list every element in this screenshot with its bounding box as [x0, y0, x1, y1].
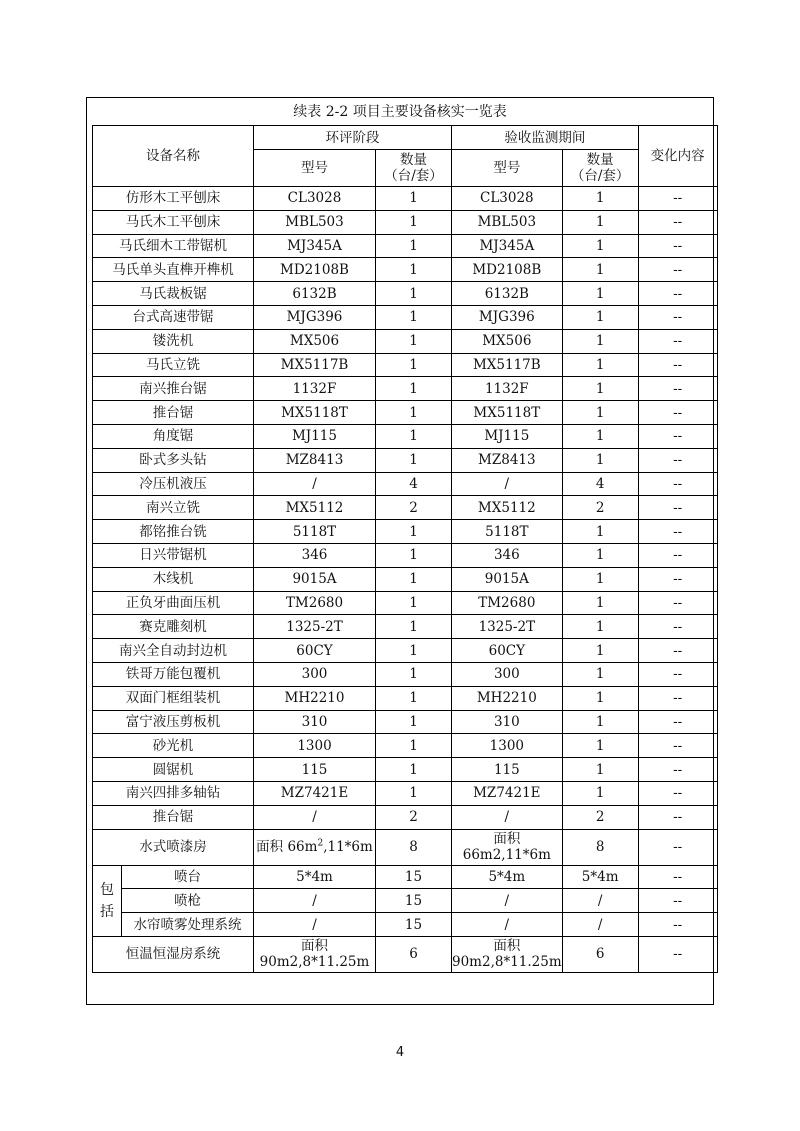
model-acceptance: [452, 936, 563, 972]
table-row: [93, 401, 718, 425]
table-row: [93, 805, 718, 829]
device-name: 南兴立铣: [93, 496, 254, 520]
qty-acceptance: 1: [562, 734, 638, 758]
qty-acceptance: 1: [562, 543, 638, 567]
table-caption: 续表 2-2 项目主要设备核实一览表: [293, 104, 507, 120]
change-cell: --: [638, 781, 717, 805]
qty-eia: 1: [376, 210, 452, 234]
model-acceptance: CL3028: [452, 187, 563, 211]
model-acceptance: MJ345A: [452, 234, 563, 258]
qty-acceptance: 1: [562, 710, 638, 734]
device-name: 喷台: [122, 865, 254, 889]
model-acceptance: MJ115: [452, 424, 563, 448]
change-cell: --: [638, 401, 717, 425]
model-acceptance: 9015A: [452, 567, 563, 591]
change-cell: --: [638, 758, 717, 782]
table-row: [93, 591, 718, 615]
header-qty-eia: [376, 150, 452, 187]
qty-acceptance: 8: [562, 829, 638, 865]
model-eia: MJG396: [254, 305, 376, 329]
change-cell: --: [638, 329, 717, 353]
change-cell: --: [638, 377, 717, 401]
device-name: 水式喷漆房: [93, 829, 254, 865]
model-acceptance: TM2680: [452, 591, 563, 615]
qty-eia: 4: [376, 472, 452, 496]
model-eia: /: [254, 889, 376, 913]
device-name: 喷枪: [122, 889, 254, 913]
change-cell: --: [638, 686, 717, 710]
change-cell: --: [638, 258, 717, 282]
model-eia: MZ8413: [254, 448, 376, 472]
qty-acceptance: 1: [562, 234, 638, 258]
change-cell: --: [638, 448, 717, 472]
qty-acceptance: 1: [562, 639, 638, 663]
qty-eia: 1: [376, 543, 452, 567]
model-eia: [254, 829, 376, 865]
table-row-sub-1: [93, 889, 718, 913]
device-name: 南兴四排多轴钻: [93, 781, 254, 805]
device-name: 马氏单头直榫开榫机: [93, 258, 254, 282]
model-eia: 5*4m: [254, 865, 376, 889]
qty-eia: 1: [376, 329, 452, 353]
device-name: 砂光机: [93, 734, 254, 758]
table-row: [93, 448, 718, 472]
qty-eia: 1: [376, 567, 452, 591]
qty-eia: 15: [376, 865, 452, 889]
model-eia: MX5118T: [254, 401, 376, 425]
change-cell: --: [638, 734, 717, 758]
area-value: 66m2,11*6m: [462, 847, 551, 864]
table-row-sub-0: [93, 865, 718, 889]
qty-acceptance: 1: [562, 377, 638, 401]
device-name: 镂洗机: [93, 329, 254, 353]
table-row-spray-room: [93, 829, 718, 865]
qty-eia: 1: [376, 305, 452, 329]
qty-eia: 1: [376, 734, 452, 758]
model-eia: 346: [254, 543, 376, 567]
qty-acceptance: 1: [562, 424, 638, 448]
header-qty-line1: 数量: [586, 152, 614, 168]
qty-eia: 1: [376, 424, 452, 448]
header-device-name: 设备名称: [93, 126, 254, 187]
change-cell: --: [638, 187, 717, 211]
model-eia: 60CY: [254, 639, 376, 663]
model-eia: MD2108B: [254, 258, 376, 282]
qty-eia: 1: [376, 591, 452, 615]
qty-eia: 1: [376, 448, 452, 472]
model-eia: [254, 936, 376, 972]
table-row: [93, 282, 718, 306]
model-acceptance: MX5117B: [452, 353, 563, 377]
table-row: [93, 520, 718, 544]
device-name: 冷压机液压: [93, 472, 254, 496]
qty-eia: 1: [376, 686, 452, 710]
model-eia: 115: [254, 758, 376, 782]
qty-acceptance: 1: [562, 781, 638, 805]
page-number: 4: [395, 1045, 405, 1060]
table-row: [93, 424, 718, 448]
qty-eia: 6: [376, 936, 452, 972]
qty-acceptance: 1: [562, 520, 638, 544]
table-row: [93, 662, 718, 686]
qty-acceptance: 1: [562, 448, 638, 472]
device-name: 推台锯: [93, 401, 254, 425]
device-name: 恒温恒湿房系统: [93, 936, 254, 972]
qty-acceptance: 1: [562, 686, 638, 710]
qty-acceptance: 1: [562, 591, 638, 615]
device-name: 木线机: [93, 567, 254, 591]
model-acceptance: 346: [452, 543, 563, 567]
qty-acceptance: 1: [562, 662, 638, 686]
qty-acceptance: 1: [562, 615, 638, 639]
model-acceptance: MZ8413: [452, 448, 563, 472]
table-row: [93, 686, 718, 710]
change-cell: --: [638, 496, 717, 520]
device-name: 日兴带锯机: [93, 543, 254, 567]
model-eia: MX5112: [254, 496, 376, 520]
device-name: 台式高速带锯: [93, 305, 254, 329]
model-acceptance: MD2108B: [452, 258, 563, 282]
model-acceptance: MH2210: [452, 686, 563, 710]
model-eia: MZ7421E: [254, 781, 376, 805]
area-text: 面积 66m: [256, 839, 318, 856]
area-label: 面积: [301, 938, 328, 955]
model-eia: MJ345A: [254, 234, 376, 258]
device-name: 南兴推台锯: [93, 377, 254, 401]
table-row: [93, 305, 718, 329]
qty-eia: 15: [376, 889, 452, 913]
header-qty-line1: 数量: [400, 152, 427, 168]
model-acceptance: 5*4m: [452, 865, 563, 889]
qty-eia: 8: [376, 829, 452, 865]
model-acceptance: [452, 829, 563, 865]
qty-eia: 2: [376, 805, 452, 829]
table-row: [93, 496, 718, 520]
table-row: [93, 710, 718, 734]
table-row: [93, 353, 718, 377]
table-row-sub-2: [93, 913, 718, 937]
table-row: [93, 187, 718, 211]
qty-eia: 1: [376, 282, 452, 306]
model-acceptance: 1132F: [452, 377, 563, 401]
area-label: 面积: [493, 938, 521, 955]
device-name: 马氏立铣: [93, 353, 254, 377]
area-label: 面积: [493, 831, 521, 848]
header-qty-line2: （台/套）: [570, 168, 630, 184]
model-acceptance: 300: [452, 662, 563, 686]
model-eia: 300: [254, 662, 376, 686]
model-eia: TM2680: [254, 591, 376, 615]
table-row: [93, 472, 718, 496]
model-acceptance: MJG396: [452, 305, 563, 329]
qty-acceptance: 6: [562, 936, 638, 972]
qty-eia: 1: [376, 401, 452, 425]
device-name: 圆锯机: [93, 758, 254, 782]
change-cell: --: [638, 710, 717, 734]
model-acceptance: /: [452, 472, 563, 496]
table-row: [93, 567, 718, 591]
size-text: ,11*6m: [323, 839, 373, 856]
qty-eia: 1: [376, 377, 452, 401]
table-row: [93, 543, 718, 567]
model-eia: MX5117B: [254, 353, 376, 377]
device-name: 马氏木工平刨床: [93, 210, 254, 234]
header-model-acceptance: 型号: [452, 150, 563, 187]
model-acceptance: MX506: [452, 329, 563, 353]
table-row: [93, 210, 718, 234]
table-row: [93, 781, 718, 805]
device-name: 角度锯: [93, 424, 254, 448]
qty-eia: 1: [376, 353, 452, 377]
header-change: 变化内容: [638, 126, 717, 187]
device-name: 正负牙曲面压机: [93, 591, 254, 615]
qty-acceptance: /: [562, 889, 638, 913]
model-acceptance: 1325-2T: [452, 615, 563, 639]
model-eia: MJ115: [254, 424, 376, 448]
area-exponent: 2: [317, 838, 324, 849]
header-model-eia: 型号: [254, 150, 376, 187]
change-cell: --: [638, 936, 717, 972]
model-eia: 6132B: [254, 282, 376, 306]
model-acceptance: 310: [452, 710, 563, 734]
table-row: [93, 615, 718, 639]
header-acceptance-stage: 验收监测期间: [452, 126, 639, 150]
table-row: [93, 329, 718, 353]
qty-acceptance: 1: [562, 329, 638, 353]
change-cell: --: [638, 639, 717, 663]
change-cell: --: [638, 591, 717, 615]
model-acceptance: MBL503: [452, 210, 563, 234]
table-row: [93, 639, 718, 663]
model-acceptance: /: [452, 805, 563, 829]
device-name: 马氏细木工带锯机: [93, 234, 254, 258]
change-cell: --: [638, 829, 717, 865]
model-acceptance: /: [452, 913, 563, 937]
model-eia: 1325-2T: [254, 615, 376, 639]
qty-acceptance: 5*4m: [562, 865, 638, 889]
change-cell: --: [638, 889, 717, 913]
device-name: 推台锯: [93, 805, 254, 829]
device-name: 铁哥万能包覆机: [93, 662, 254, 686]
model-acceptance: MX5112: [452, 496, 563, 520]
model-eia: 5118T: [254, 520, 376, 544]
change-cell: --: [638, 865, 717, 889]
change-cell: --: [638, 472, 717, 496]
change-cell: --: [638, 805, 717, 829]
device-name: 富宁液压剪板机: [93, 710, 254, 734]
change-cell: --: [638, 543, 717, 567]
model-acceptance: 60CY: [452, 639, 563, 663]
device-name: 南兴全自动封边机: [93, 639, 254, 663]
change-cell: --: [638, 234, 717, 258]
model-eia: 1132F: [254, 377, 376, 401]
device-name: 水帘喷雾处理系统: [122, 913, 254, 937]
model-acceptance: /: [452, 889, 563, 913]
model-acceptance: 115: [452, 758, 563, 782]
change-cell: --: [638, 520, 717, 544]
header-row-1: [93, 126, 718, 150]
model-eia: /: [254, 913, 376, 937]
header-qty-acceptance: [562, 150, 638, 187]
qty-eia: 1: [376, 758, 452, 782]
device-name: 卧式多头钻: [93, 448, 254, 472]
model-eia: MBL503: [254, 210, 376, 234]
qty-eia: 1: [376, 781, 452, 805]
qty-acceptance: 1: [562, 210, 638, 234]
qty-eia: 1: [376, 187, 452, 211]
qty-acceptance: 1: [562, 187, 638, 211]
includes-char-1: 包: [100, 881, 114, 898]
model-acceptance: MZ7421E: [452, 781, 563, 805]
model-eia: /: [254, 805, 376, 829]
device-name: 双面门框组装机: [93, 686, 254, 710]
table-row-climate-room: [93, 936, 718, 972]
table-row: [93, 734, 718, 758]
model-acceptance: 5118T: [452, 520, 563, 544]
device-name: 赛克雕刻机: [93, 615, 254, 639]
qty-acceptance: 1: [562, 353, 638, 377]
qty-eia: 1: [376, 234, 452, 258]
qty-acceptance: 1: [562, 758, 638, 782]
change-cell: --: [638, 662, 717, 686]
device-name: 仿形木工平刨床: [93, 187, 254, 211]
model-acceptance: MX5118T: [452, 401, 563, 425]
qty-eia: 15: [376, 913, 452, 937]
qty-acceptance: 1: [562, 305, 638, 329]
area-value: 90m2,8*11.25m: [259, 954, 370, 971]
model-acceptance: 1300: [452, 734, 563, 758]
change-cell: --: [638, 210, 717, 234]
change-cell: --: [638, 353, 717, 377]
qty-eia: 1: [376, 258, 452, 282]
header-qty-line2: （台/套）: [384, 168, 443, 184]
model-eia: /: [254, 472, 376, 496]
model-eia: 9015A: [254, 567, 376, 591]
qty-eia: 1: [376, 639, 452, 663]
table-row: [93, 234, 718, 258]
model-eia: MH2210: [254, 686, 376, 710]
model-eia: 1300: [254, 734, 376, 758]
qty-eia: 1: [376, 662, 452, 686]
qty-acceptance: 2: [562, 496, 638, 520]
qty-eia: 2: [376, 496, 452, 520]
includes-label: [93, 865, 122, 936]
table-row: [93, 258, 718, 282]
model-eia: MX506: [254, 329, 376, 353]
qty-acceptance: /: [562, 913, 638, 937]
table-row: [93, 377, 718, 401]
qty-acceptance: 2: [562, 805, 638, 829]
device-name: 都铭推台铣: [93, 520, 254, 544]
equipment-table: [92, 125, 718, 973]
includes-char-2: 括: [100, 903, 114, 920]
change-cell: --: [638, 567, 717, 591]
table-row: [93, 758, 718, 782]
qty-acceptance: 1: [562, 567, 638, 591]
qty-eia: 1: [376, 520, 452, 544]
qty-eia: 1: [376, 710, 452, 734]
qty-acceptance: 1: [562, 258, 638, 282]
change-cell: --: [638, 282, 717, 306]
header-eia-stage: 环评阶段: [254, 126, 452, 150]
model-eia: 310: [254, 710, 376, 734]
change-cell: --: [638, 424, 717, 448]
change-cell: --: [638, 913, 717, 937]
model-acceptance: 6132B: [452, 282, 563, 306]
qty-acceptance: 1: [562, 282, 638, 306]
device-name: 马氏裁板锯: [93, 282, 254, 306]
model-eia: CL3028: [254, 187, 376, 211]
area-value: 90m2,8*11.25m: [452, 954, 562, 971]
qty-eia: 1: [376, 615, 452, 639]
change-cell: --: [638, 305, 717, 329]
qty-acceptance: 4: [562, 472, 638, 496]
qty-acceptance: 1: [562, 401, 638, 425]
change-cell: --: [638, 615, 717, 639]
